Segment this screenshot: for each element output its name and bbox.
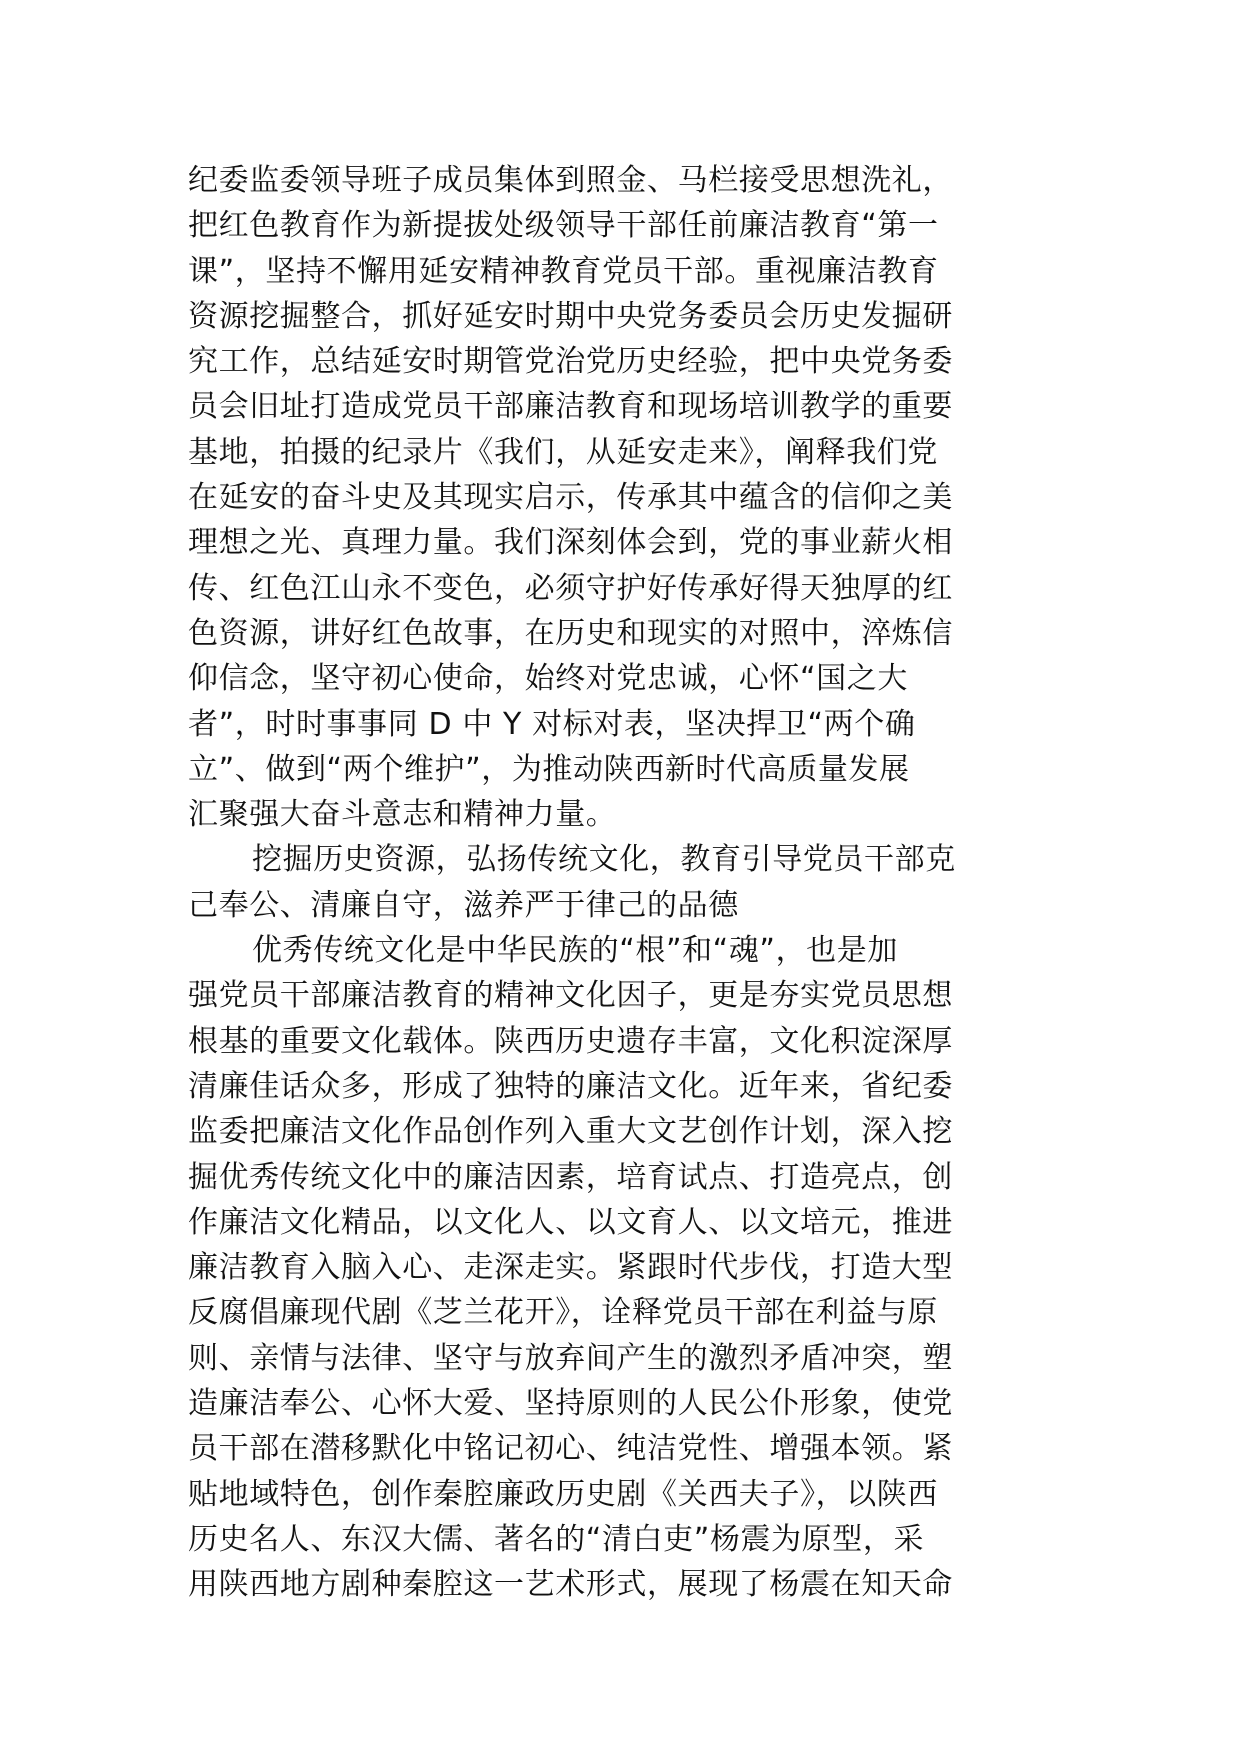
- text-line: 造廉洁奉公、心怀大爱、坚持原则的人民公仆形象，使党: [188, 1386, 953, 1422]
- text-line: 立”、做到“两个维护”，为推动陕西新时代高质量发展: [188, 751, 910, 787]
- text-line: 究工作，总结延安时期管党治党历史经验，把中央党务委: [188, 344, 953, 380]
- text-line: 者”，时时事事同 D 中 Y 对标对表，坚决捍卫“两个确: [188, 706, 916, 742]
- text-line: 作廉洁文化精品，以文化人、以文育人、以文培元，推进: [188, 1204, 953, 1240]
- text-line: 资源挖掘整合，抓好延安时期中央党务委员会历史发掘研: [188, 298, 953, 334]
- text-line: 掘优秀传统文化中的廉洁因素，培育试点、打造亮点，创: [188, 1159, 953, 1195]
- text-line: 基地，拍摄的纪录片《我们，从延安走来》，阐释我们党: [188, 434, 938, 470]
- text-line: 监委把廉洁文化作品创作列入重大文艺创作计划，深入挖: [188, 1114, 953, 1150]
- text-line: 员干部在潜移默化中铭记初心、纯洁党性、增强本领。紧: [188, 1431, 953, 1467]
- text-line: 把红色教育作为新提拔处级领导干部任前廉洁教育“第一: [188, 208, 939, 244]
- text-line: 则、亲情与法律、坚守与放弃间产生的激烈矛盾冲突，塑: [188, 1340, 953, 1376]
- text-line: 贴地域特色，创作秦腔廉政历史剧《关西夫子》，以陕西: [188, 1476, 938, 1512]
- text-line: 在延安的奋斗史及其现实启示，传承其中蕴含的信仰之美: [188, 480, 953, 516]
- text-line: 强党员干部廉洁教育的精神文化因子，更是夯实党员思想: [188, 978, 953, 1014]
- text-line: 优秀传统文化是中华民族的“根”和“魂”，也是加: [252, 933, 898, 969]
- section-heading-line: 挖掘历史资源，弘扬传统文化，教育引导党员干部克: [252, 842, 956, 878]
- text-line: 色资源，讲好红色故事，在历史和现实的对照中，淬炼信: [188, 615, 953, 651]
- text-line: 课”，坚持不懈用延安精神教育党员干部。重视廉洁教育: [188, 253, 939, 289]
- section-heading-line: 己奉公、清廉自守，滋养严于律己的品德: [188, 887, 739, 923]
- text-line: 廉洁教育入脑入心、走深走实。紧跟时代步伐，打造大型: [188, 1250, 953, 1286]
- document-page: [188, 158, 1058, 1718]
- text-line: 员会旧址打造成党员干部廉洁教育和现场培训教学的重要: [188, 389, 953, 425]
- text-line: 汇聚强大奋斗意志和精神力量。: [188, 797, 617, 833]
- text-line: 仰信念，坚守初心使命，始终对党忠诚，心怀“国之大: [188, 661, 908, 697]
- text-line: 清廉佳话众多，形成了独特的廉洁文化。近年来，省纪委: [188, 1068, 953, 1104]
- text-line: 理想之光、真理力量。我们深刻体会到，党的事业薪火相: [188, 525, 953, 561]
- text-line: 纪委监委领导班子成员集体到照金、马栏接受思想洗礼，: [188, 163, 953, 198]
- text-line: 反腐倡廉现代剧《芝兰花开》，诠释党员干部在利益与原: [188, 1295, 938, 1331]
- text-line: 用陕西地方剧种秦腔这一艺术形式，展现了杨震在知天命: [188, 1567, 953, 1603]
- text-line: 传、红色江山永不变色，必须守护好传承好得天独厚的红: [188, 570, 953, 606]
- text-line: 根基的重要文化载体。陕西历史遗存丰富，文化积淀深厚: [188, 1023, 953, 1059]
- text-line: 历史名人、东汉大儒、著名的“清白吏”杨震为原型，采: [188, 1521, 925, 1557]
